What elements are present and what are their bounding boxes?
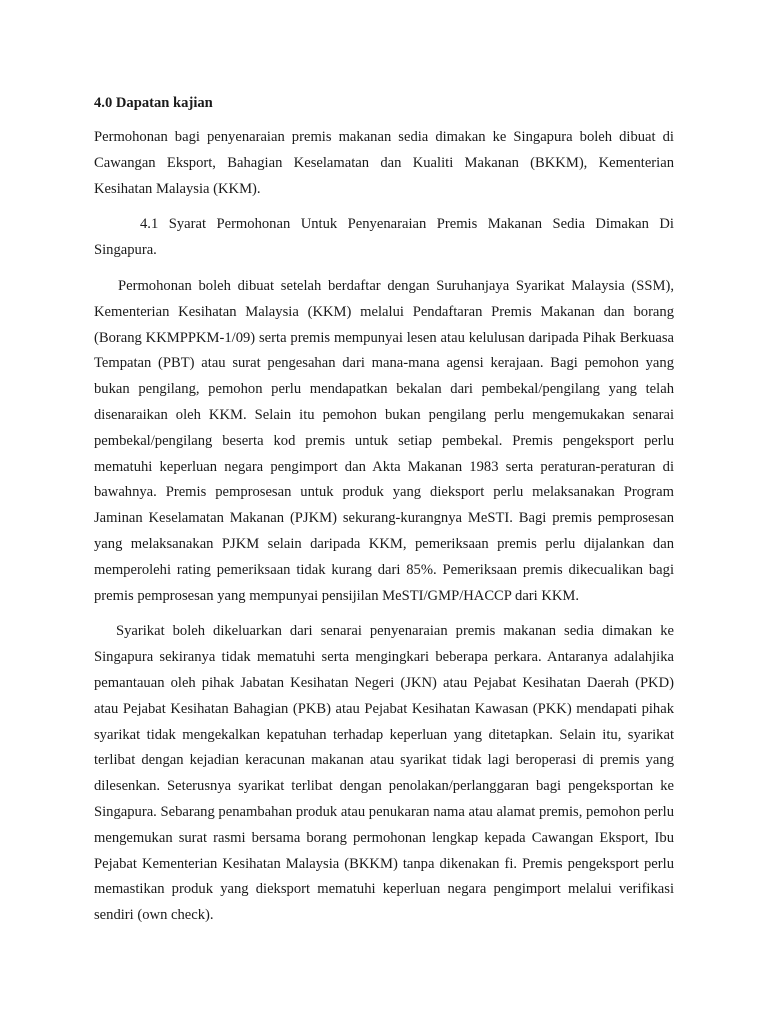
requirements-paragraph: Permohonan boleh dibuat setelah berdaftar dengan Suruhanjaya Syarikat Malaysia (SSM), Kementerian Kesihatan Malaysia (KKM) melalui Pendaftaran Premis Makanan dan borang (Borang KKMPPKM-1/09) serta premis mempunyai lesen atau kelulusan daripada Pihak Berkuasa Tempatan (PBT) atau surat pengesahan dari mana-mana agensi kerajaan. Bagi pemohon yang bukan pengilang, pemohon perlu mendapatkan bekalan dari pembekal/pengilang yang telah disenaraikan oleh KKM. Selain itu pemohon bukan pengilang perlu mengemukakan senarai pembekal/pengilang beserta kod premis untuk setiap pembekal. Premis pengeksport perlu mematuhi keperluan negara pengimport dan Akta Makanan 1983 serta peraturan-peraturan di bawahnya. Premis pemprosesan untuk produk yang dieksport perlu melaksanakan Program Jaminan Keselamatan Makanan (PJKM) sekurang-kurangnya MeSTI. Bagi premis pemprosesan yang melaksanakan PJKM selain daripada KKM, pemeriksaan premis perlu dijalankan dan memperolehi rating pemeriksaan tidak kurang dari 85%. Pemeriksaan premis dikecualikan bagi premis pemprosesan yang mempunyai pensijilan MeSTI/GMP/HACCP dari KKM. bbox=[94, 277, 674, 604]
section-heading: 4.0 Dapatan kajian bbox=[94, 95, 213, 111]
document-body bbox=[94, 93, 674, 929]
removal-paragraph: Syarikat boleh dikeluarkan dari senarai penyenaraian premis makanan sedia dimakan ke Singapura sekiranya tidak mematuhi serta mengingkari beberapa perkara. Antaranya adalahjika pemantauan oleh pihak Jabatan Kesihatan Negeri (JKN) atau Pejabat Kesihatan Daerah (PKD) atau Pejabat Kesihatan Bahagian (PKB) atau Pejabat Kesihatan Kawasan (PKK) mendapati pihak syarikat tidak mengekalkan kepatuhan terhadap keperluan yang ditetapkan. Selain itu, syarikat terlibat dengan kejadian keracunan makanan atau syarikat tidak lagi beroperasi di premis yang dilesenkan. Seterusnya syarikat terlibat dengan penolakan/perlanggaran bagi pengeksportan ke Singapura. Sebarang penambahan produk atau penukaran nama atau alamat premis, pemohon perlu mengemukan surat rasmi bersama borang permohonan lengkap kepada Cawangan Eksport, Ibu Pejabat Kementerian Kesihatan Malaysia (BKKM) tanpa dikenakan fi. Premis pengeksport perlu memastikan produk yang dieksport mematuhi keperluan negara pengimport melalui verifikasi sendiri (own check). bbox=[94, 623, 674, 924]
intro-paragraph: Permohonan bagi penyenaraian premis makanan sedia dimakan ke Singapura boleh dibuat di Cawangan Eksport, Bahagian Keselamatan dan Kualiti Makanan (BKKM), Kementerian Kesihatan Malaysia (KKM). bbox=[94, 129, 674, 197]
subsection-heading: 4.1 Syarat Permohonan Untuk Penyenaraian Premis Makanan Sedia Dimakan Di Singapura. bbox=[94, 216, 674, 259]
